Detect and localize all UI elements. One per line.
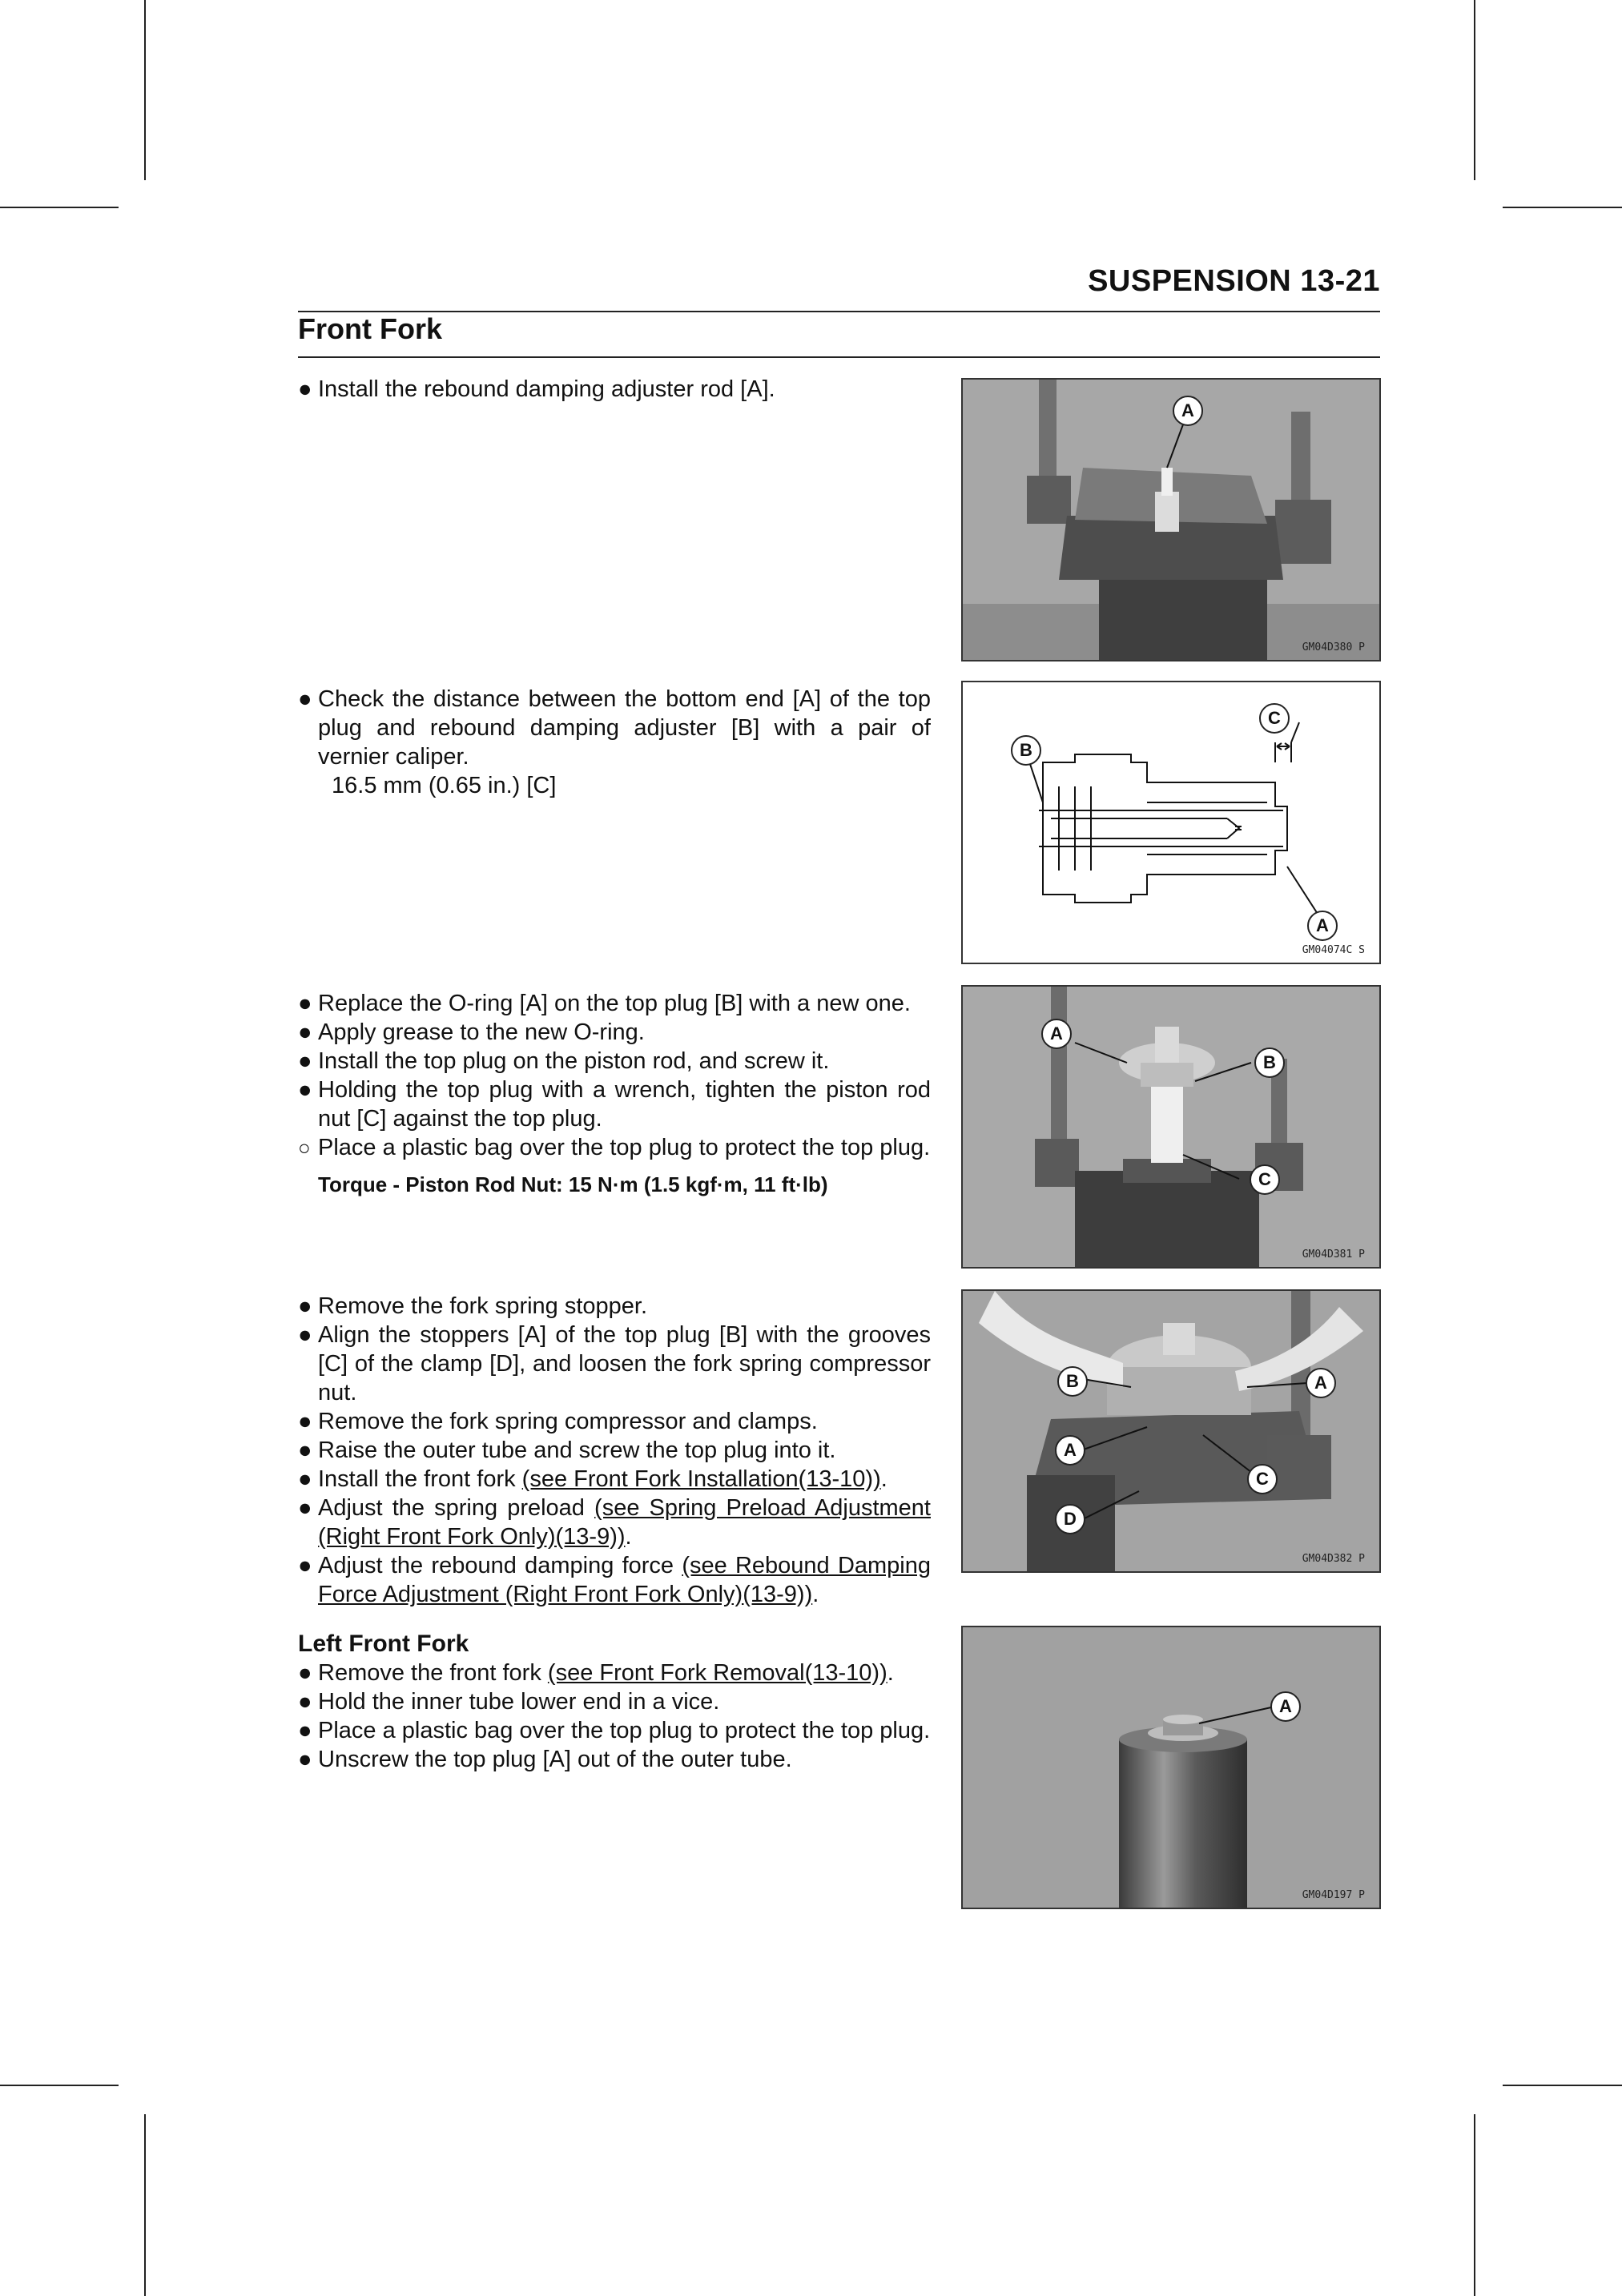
list-item xyxy=(298,685,931,771)
figure-code: GM04D197 P xyxy=(1302,1889,1365,1901)
callout-a: A xyxy=(1306,1368,1336,1398)
bullet: ● xyxy=(298,1747,312,1772)
crop-mark xyxy=(144,0,146,180)
step-text: Unscrew the top plug [A] out of the outer tube. xyxy=(318,1747,792,1772)
figure-code: GM04D380 P xyxy=(1302,641,1365,653)
bullet: ● xyxy=(298,1048,312,1074)
callout-c: C xyxy=(1250,1164,1280,1195)
step-text: Holding the top plug with a wrench, tighten the piston rod nut [C] against the top plug. xyxy=(318,1077,931,1132)
step-text: Adjust the spring preload xyxy=(318,1495,595,1521)
crop-mark xyxy=(0,2085,119,2086)
bullet: ● xyxy=(298,1409,312,1434)
callout-b: B xyxy=(1057,1366,1088,1397)
step-text: Place a plastic bag over the top plug to protect the top plug. xyxy=(318,1135,931,1160)
step-text: Place a plastic bag over the top plug to protect the top plug. xyxy=(318,1718,931,1743)
step-text: Apply grease to the new O-ring. xyxy=(318,1019,645,1045)
step-text: Remove the fork spring compressor and clamps. xyxy=(318,1409,818,1434)
list-item xyxy=(298,1659,931,1687)
step-text: Replace the O-ring [A] on the top plug [B] with a new one. xyxy=(318,991,911,1016)
callout-b: B xyxy=(1011,735,1041,766)
step-block-3 xyxy=(298,989,931,1199)
bullet: ● xyxy=(298,1660,312,1686)
bullet: ● xyxy=(298,686,312,712)
callout-d: D xyxy=(1055,1504,1085,1534)
crop-mark xyxy=(1503,2085,1622,2086)
list-item xyxy=(298,1551,931,1609)
list-item xyxy=(298,1407,931,1436)
photo-illustration xyxy=(963,1291,1379,1571)
step-text: Install the top plug on the piston rod, and screw it. xyxy=(318,1048,830,1074)
step-text: Remove the front fork xyxy=(318,1660,548,1686)
punctuation: . xyxy=(880,1466,887,1492)
list-item xyxy=(298,989,931,1018)
step-block-4 xyxy=(298,1292,931,1609)
list-item xyxy=(298,1745,931,1774)
step-text: Hold the inner tube lower end in a vice. xyxy=(318,1689,720,1715)
bullet: ● xyxy=(298,1322,312,1348)
measurement-value: 16.5 mm (0.65 in.) [C] xyxy=(332,773,557,798)
bullet: ● xyxy=(298,1293,312,1319)
step-text: Raise the outer tube and screw the top plug into it. xyxy=(318,1438,836,1463)
list-item xyxy=(298,1687,931,1716)
step-block-2 xyxy=(298,685,931,800)
bullet: ● xyxy=(298,1495,312,1521)
figure-code: GM04D381 P xyxy=(1302,1249,1365,1261)
bullet: ● xyxy=(298,376,312,402)
subsection-title: Left Front Fork xyxy=(298,1631,469,1657)
callout-c: C xyxy=(1259,703,1290,734)
step-text: Install the rebound damping adjuster rod [A]. xyxy=(318,376,775,402)
callout-a: A xyxy=(1173,396,1203,426)
figure-code: GM04074C S xyxy=(1302,944,1365,956)
list-item xyxy=(298,1716,931,1745)
crop-mark xyxy=(1474,0,1475,180)
list-item xyxy=(298,1465,931,1494)
list-item xyxy=(298,1292,931,1321)
page-header: SUSPENSION 13-21 xyxy=(1088,264,1380,298)
crop-mark xyxy=(0,207,119,208)
link-spring-preload-adjustment[interactable]: (see Spring Preload Adjustment (Right Front Fork Only)(13-9)) xyxy=(318,1495,931,1550)
list-item xyxy=(298,1494,931,1551)
sub-bullet: ○ xyxy=(298,1136,311,1160)
list-item xyxy=(298,1076,931,1133)
bullet: ● xyxy=(298,1689,312,1715)
list-item xyxy=(298,1321,931,1407)
callout-a: A xyxy=(1055,1435,1085,1466)
torque-spec: Torque - Piston Rod Nut: 15 N·m (1.5 kgf·m, 11 ft·lb) xyxy=(318,1172,828,1196)
callout-a: A xyxy=(1270,1691,1301,1722)
figure-top-plug-section-drawing xyxy=(961,681,1381,964)
callout-c: C xyxy=(1247,1464,1278,1494)
link-front-fork-removal[interactable]: (see Front Fork Removal(13-10)) xyxy=(547,1660,887,1686)
bullet: ● xyxy=(298,1553,312,1578)
list-item xyxy=(298,375,931,404)
list-item xyxy=(298,1018,931,1047)
bullet: ● xyxy=(298,1019,312,1045)
callout-a: A xyxy=(1041,1019,1072,1049)
figure-top-plug-install-photo xyxy=(961,985,1381,1269)
punctuation: . xyxy=(887,1660,894,1686)
punctuation: . xyxy=(625,1524,632,1550)
callout-b: B xyxy=(1254,1047,1285,1078)
link-rebound-damping-adjustment[interactable]: (see Rebound Damping Force Adjustment (Right Front Fork Only)(13-9)) xyxy=(318,1553,931,1607)
step-text: Align the stoppers [A] of the top plug [B] with the grooves [C] of the clamp [D], and loosen the fork spring compressor nut. xyxy=(318,1322,931,1405)
step-text: Check the distance between the bottom end [A] of the top plug and rebound damping adjuster [B] with a pair of vernier caliper. xyxy=(318,686,931,770)
crop-mark xyxy=(1503,207,1622,208)
section-title: Front Fork xyxy=(298,312,442,345)
bullet: ● xyxy=(298,1466,312,1492)
step-block-1 xyxy=(298,375,931,404)
crop-mark xyxy=(1474,2114,1475,2296)
photo-illustration xyxy=(963,987,1379,1267)
figure-left-fork-top-plug-photo xyxy=(961,1626,1381,1909)
bullet: ● xyxy=(298,1718,312,1743)
list-item xyxy=(298,1047,931,1076)
figure-adjuster-rod-photo xyxy=(961,378,1381,661)
step-block-5 xyxy=(298,1630,931,1774)
crop-mark xyxy=(144,2114,146,2296)
list-item xyxy=(298,1436,931,1465)
bullet: ● xyxy=(298,1077,312,1103)
step-text: Install the front fork xyxy=(318,1466,522,1492)
figure-code: GM04D382 P xyxy=(1302,1553,1365,1565)
step-text: Remove the fork spring stopper. xyxy=(318,1293,648,1319)
step-text: Adjust the rebound damping force xyxy=(318,1553,682,1578)
bullet: ● xyxy=(298,991,312,1016)
figure-clamp-stoppers-photo xyxy=(961,1289,1381,1573)
photo-illustration xyxy=(963,380,1379,660)
link-front-fork-installation[interactable]: (see Front Fork Installation(13-10)) xyxy=(521,1466,881,1492)
punctuation: . xyxy=(812,1582,819,1607)
list-item xyxy=(298,1133,931,1162)
callout-a: A xyxy=(1307,911,1338,941)
bullet: ● xyxy=(298,1438,312,1463)
section-rule xyxy=(298,356,1380,358)
header-rule xyxy=(298,311,1380,312)
photo-illustration xyxy=(963,1627,1379,1908)
